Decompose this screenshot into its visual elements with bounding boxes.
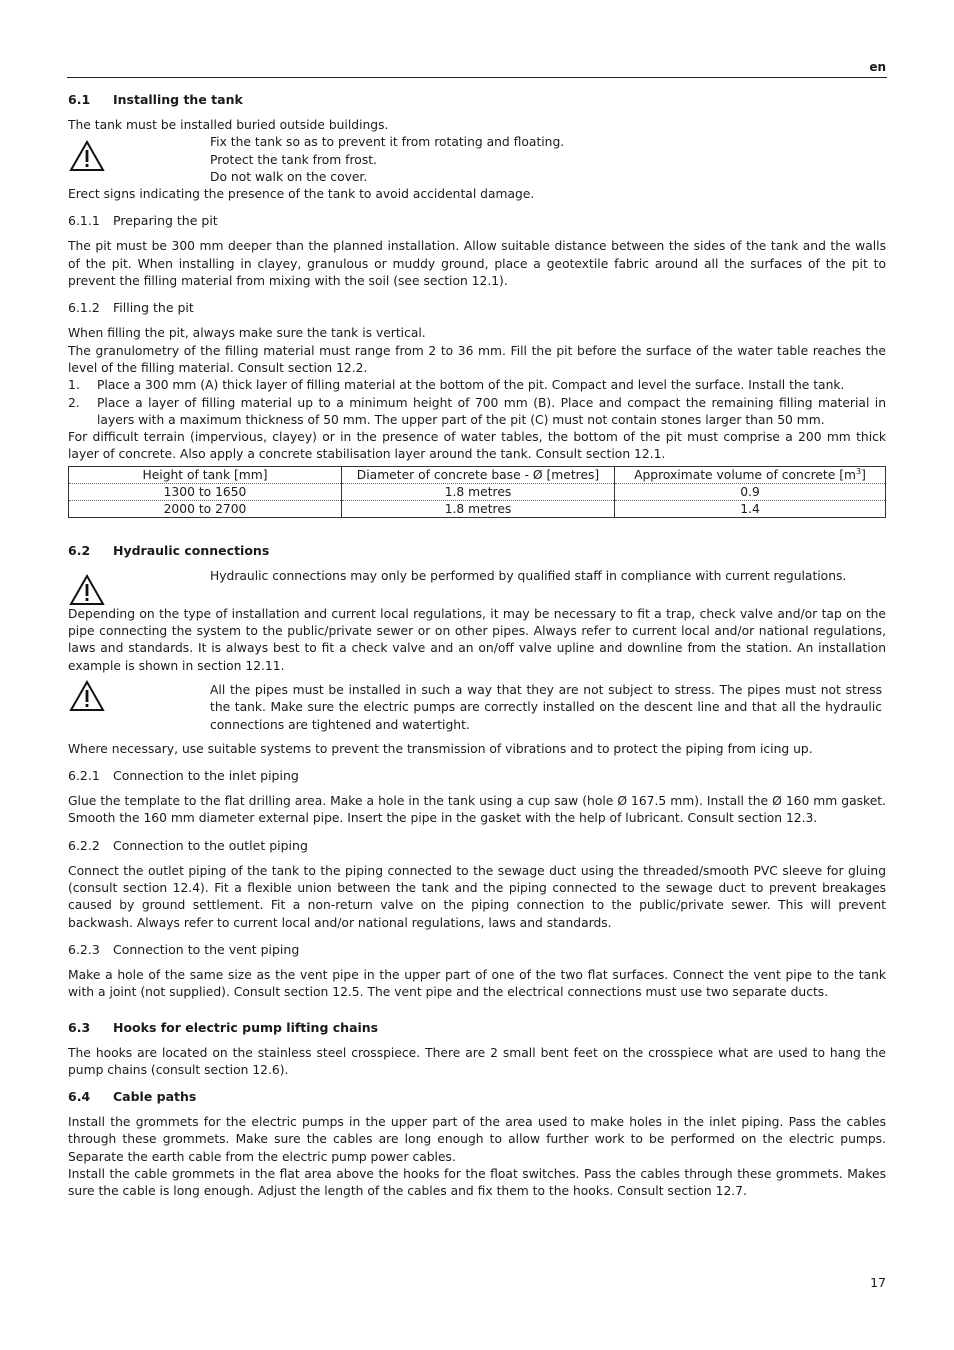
paragraph: The hooks are located on the stainless steel crosspiece. There are 2 small bent feet on the crosspiece what are used to hang the pump chains (consult section 12.6). <box>68 1045 886 1077</box>
paragraph: The tank must be installed buried outside buildings. <box>68 118 389 132</box>
section-title: Preparing the pit <box>113 213 218 229</box>
paragraph: Depending on the type of installation and current local regulations, it may be necessary to fit a trap, check valve and/or tap on the pipe connecting the system to the public/private sewer or on other pipes. Always refer to current local and/or national regulations, laws and standards. It is always best to fit a check valve and an on/off valve upline and downline from the station. An installation example is shown in section 12.11. <box>68 606 886 673</box>
section-number: 6.1.2 <box>68 300 100 316</box>
section-number: 6.2.1 <box>68 768 100 784</box>
section-title: Connection to the inlet piping <box>113 768 299 784</box>
section-title: Connection to the outlet piping <box>113 837 308 853</box>
header-text-end: ] <box>861 467 866 482</box>
warning-icon <box>69 680 105 712</box>
warning-block <box>68 568 886 606</box>
page-number: 17 <box>870 1275 886 1290</box>
warning-line: Fix the tank so as to prevent it from rotating and floating. <box>210 135 565 150</box>
warning-block <box>68 682 886 734</box>
warning-text: All the pipes must be installed in such a way that they are not subject to stress. The pipes must not stress the tank. Make sure the electric pumps are correctly installed on the descent line and that all the hydraulic connections are tightened and watertight. <box>210 682 882 732</box>
paragraph: For difficult terrain (impervious, clayey) or in the presence of water tables, the bottom of the pit must comprise a 200 mm thick layer of concrete. Also apply a concrete stabilisation layer around the tank. Consult section 12.1. <box>68 430 886 462</box>
list-item <box>68 395 886 430</box>
section-number: 6.2.3 <box>68 941 100 957</box>
section-title: Installing the tank <box>113 92 243 107</box>
table-header-cell <box>615 466 886 483</box>
table-cell: 1.8 metres <box>342 500 615 517</box>
list-number: 2. <box>68 395 80 410</box>
section-number: 6.2.2 <box>68 837 100 853</box>
table-header-row <box>69 466 886 483</box>
section-title: Filling the pit <box>113 300 194 316</box>
table-cell: 0.9 <box>615 483 886 500</box>
section-title: Cable paths <box>113 1089 197 1105</box>
superscript: 3 <box>856 466 862 476</box>
warning-icon <box>69 574 105 606</box>
header-rule <box>67 77 887 78</box>
table-header-cell: Height of tank [mm] <box>69 466 342 483</box>
paragraph: Install the cable grommets in the flat area above the hooks for the float switches. Pass the cables through these grommets. Makes sure the cable is long enough. Adjust the length of the cables and fix them to the hooks. Consult section 12.7. <box>68 1166 886 1199</box>
section-number: 6.4 <box>68 1089 91 1105</box>
list-text: Place a layer of filling material up to a minimum height of 700 mm (B). Place and compact the remaining filling material in layers with a maximum thickness of 50 mm. The upper part of the pit (C) must not contain stones larger than 50 mm. <box>97 395 886 427</box>
table-header-cell: Diameter of concrete base - Ø [metres] <box>342 466 615 483</box>
table-cell: 1300 to 1650 <box>69 483 342 500</box>
table-cell: 1.8 metres <box>342 483 615 500</box>
warning-line: Protect the tank from frost. <box>210 152 377 167</box>
section-number: 6.3 <box>68 1019 91 1035</box>
paragraph: The granulometry of the filling material must range from 2 to 36 mm. Fill the pit before the surface of the water table reaches the level of the filling material. Consult section 12.2. <box>68 343 886 375</box>
paragraph: When filling the pit, always make sure the tank is vertical. <box>68 326 426 341</box>
section-title: Hooks for electric pump lifting chains <box>113 1019 379 1035</box>
warning-text: Hydraulic connections may only be performed by qualified staff in compliance with current regulations. <box>210 568 847 583</box>
list-number: 1. <box>68 378 80 393</box>
section-6-4-heading <box>68 1088 886 1105</box>
paragraph: Glue the template to the flat drilling area. Make a hole in the tank using a cup saw (hole Ø 167.5 mm). Install the Ø 160 mm gasket. Smooth the 160 mm diameter external pipe. Insert the pipe in the gasket with the help of lubricant. Consult section 12.3. <box>68 794 886 826</box>
table-row <box>69 483 886 500</box>
section-number: 6.2 <box>68 542 91 558</box>
section-6-2-1-heading <box>68 767 886 784</box>
warning-icon <box>69 140 105 172</box>
section-title: Connection to the vent piping <box>113 941 300 957</box>
warning-block <box>68 134 886 186</box>
section-6-2-3-heading <box>68 941 886 958</box>
content <box>68 91 886 1201</box>
section-6-3-heading <box>68 1019 886 1036</box>
table-cell: 2000 to 2700 <box>69 500 342 517</box>
list-text: Place a 300 mm (A) thick layer of filling material at the bottom of the pit. Compact and level the surface. Install the tank. <box>97 378 845 393</box>
table-row <box>69 500 886 517</box>
section-number: 6.1 <box>68 92 91 107</box>
section-6-1-2-heading <box>68 299 886 316</box>
language-code: en <box>869 60 886 74</box>
paragraph: Connect the outlet piping of the tank to the piping connected to the sewage duct using the threaded/smooth PVC sleeve for gluing (consult section 12.4). Fit a flexible union between the tank and the piping connected to the sewage duct to prevent breakages caused by ground settlement. Fit a non-return valve on the piping connection to the public/private sewer. This will prevent backwash. Always refer to current local and/or national regulations, laws and standards. <box>68 863 886 930</box>
paragraph: The pit must be 300 mm deeper than the planned installation. Allow suitable distance between the sides of the tank and the walls of the pit. When installing in clayey, granulous or muddy ground, place a geotextile fabric around all the surfaces of the pit to prevent the filling material from mixing with the soil (see section 12.1). <box>68 239 886 289</box>
section-6-1-1-heading <box>68 212 886 229</box>
section-number: 6.1.1 <box>68 213 100 229</box>
list-item <box>68 377 886 394</box>
section-title: Hydraulic connections <box>113 542 270 558</box>
paragraph: Install the grommets for the electric pumps in the upper part of the area used to make holes in the inlet piping. Pass the cables through these grommets. Make sure the cables are long enough to allow further work to be performed on the electric pumps. Separate the earth cable from the electric pump power cables. <box>68 1115 886 1164</box>
numbered-list <box>68 377 886 429</box>
section-6-1-heading <box>68 91 886 108</box>
warning-line: Do not walk on the cover. <box>210 169 368 184</box>
concrete-table <box>68 466 886 518</box>
header-text: Approximate volume of concrete [m <box>634 467 857 482</box>
paragraph: Make a hole of the same size as the vent pipe in the upper part of one of the two flat surfaces. Connect the vent pipe to the tank with a joint (not supplied). Consult section 12.5. The vent pipe and the electrical connections must use two separate ducts. <box>68 967 886 1000</box>
table-cell: 1.4 <box>615 500 886 517</box>
section-6-2-2-heading <box>68 837 886 854</box>
paragraph: Where necessary, use suitable systems to prevent the transmission of vibrations and to protect the piping from icing up. <box>68 741 813 756</box>
paragraph: Erect signs indicating the presence of the tank to avoid accidental damage. <box>68 187 535 202</box>
section-6-2-heading <box>68 542 886 559</box>
